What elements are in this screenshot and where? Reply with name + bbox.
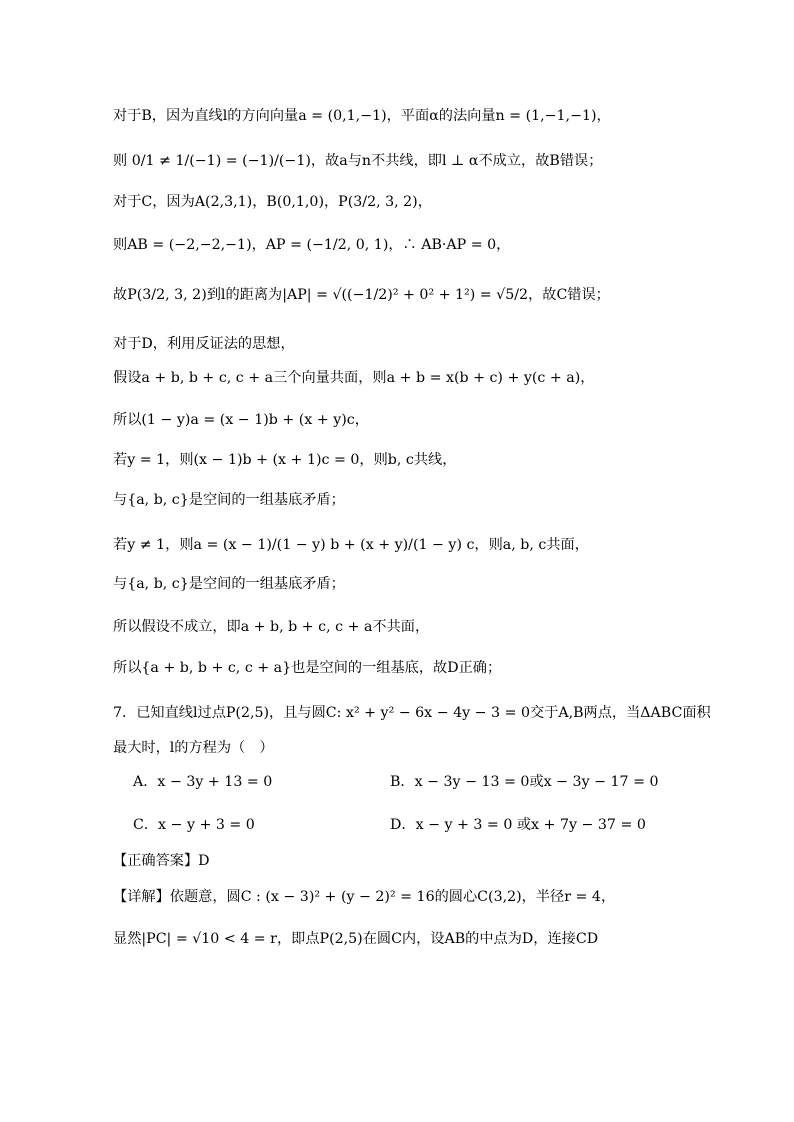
text-line: 若y = 1，则(x − 1)b + (x + 1)c = 0，则b, c共线，: [113, 452, 457, 468]
text-line: 对于B，因为直线l的方向向量a = (0,1,−1)，平面α的法向量n = (1,−1,−1)，: [113, 108, 611, 124]
question-stem: 7．已知直线l过点P(2,5)，且与圆C: x² + y² − 6x − 4y − 3 = 0交于A,B两点，当ΔABC面积: [113, 705, 711, 721]
detail-line: 显然|PC| = √10 < 4 = r，即点P(2,5)在圆C内，设AB的中点为D，连接CD: [113, 931, 599, 947]
text-line: 所以假设不成立，即a + b, b + c, c + a不共面，: [113, 619, 430, 635]
text-line: 所以{a + b, b + c, c + a}也是空间的一组基底，故D正确；: [113, 660, 502, 676]
option-b: B．x − 3y − 13 = 0或x − 3y − 17 = 0: [390, 774, 659, 790]
option-d: D．x − y + 3 = 0 或x + 7y − 37 = 0: [390, 817, 646, 833]
detail-line: 【详解】依题意，圆C : (x − 3)² + (y − 2)² = 16的圆心C(3,2)，半径r = 4，: [113, 889, 616, 905]
text-line: 所以(1 − y)a = (x − 1)b + (x + y)c，: [113, 412, 369, 428]
correct-answer: 【正确答案】D: [113, 853, 210, 869]
text-line: 则AB = (−2,−2,−1)，AP = (−1/2, 0, 1)，∴ AB·AP = 0，: [113, 237, 511, 253]
question-stem-continued: 最大时，l的方程为（ ）: [113, 740, 274, 756]
text-line: 则 0/1 ≠ 1/(−1) = (−1)/(−1)，故a与n不共线，即l ⊥ α不成立，故B错误；: [113, 153, 603, 169]
text-line: 对于D，利用反证法的思想，: [113, 336, 295, 352]
option-c: C．x − y + 3 = 0: [133, 817, 255, 833]
text-line: 与{a, b, c}是空间的一组基底矛盾；: [113, 492, 345, 508]
text-line: 假设a + b, b + c, c + a三个向量共面，则a + b = x(b + c) + y(c + a)，: [113, 370, 595, 386]
option-a: A．x − 3y + 13 = 0: [133, 774, 273, 790]
text-line: 故P(3/2, 3, 2)到l的距离为|AP| = √((−1/2)² + 0² + 1²) = √5/2，故C错误；: [113, 287, 610, 303]
text-line: 对于C，因为A(2,3,1)，B(0,1,0)，P(3/2, 3, 2)，: [113, 194, 432, 210]
text-line: 若y ≠ 1，则a = (x − 1)/(1 − y) b + (x + y)/(1 − y) c，则a, b, c共面，: [113, 537, 589, 553]
text-line: 与{a, b, c}是空间的一组基底矛盾；: [113, 576, 345, 592]
